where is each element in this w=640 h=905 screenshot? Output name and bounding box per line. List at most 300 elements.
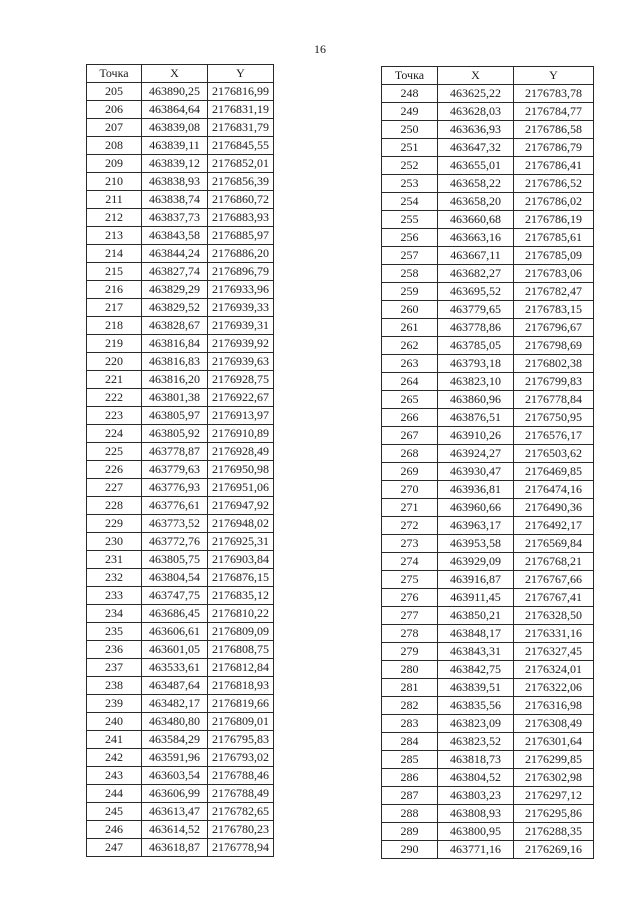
- point-number-cell: 240: [87, 713, 142, 731]
- point-number-cell: 217: [87, 299, 142, 317]
- x-coordinate-cell: 463803,23: [438, 787, 514, 805]
- header-y: Y: [514, 67, 594, 85]
- table-row: [87, 281, 274, 299]
- table-row: [382, 175, 594, 193]
- y-coordinate-cell: 2176928,49: [208, 443, 274, 461]
- y-coordinate-cell: 2176767,66: [514, 571, 594, 589]
- table-row: [382, 499, 594, 517]
- y-coordinate-cell: 2176576,17: [514, 427, 594, 445]
- table-row: [87, 677, 274, 695]
- y-coordinate-cell: 2176939,63: [208, 353, 274, 371]
- point-number-cell: 230: [87, 533, 142, 551]
- point-number-cell: 257: [382, 247, 438, 265]
- table-row: [87, 641, 274, 659]
- x-coordinate-cell: 463924,27: [438, 445, 514, 463]
- point-number-cell: 283: [382, 715, 438, 733]
- table-row: [87, 605, 274, 623]
- point-number-cell: 239: [87, 695, 142, 713]
- y-coordinate-cell: 2176785,61: [514, 229, 594, 247]
- point-number-cell: 277: [382, 607, 438, 625]
- coordinates-table-right: [381, 66, 594, 859]
- x-coordinate-cell: 463682,27: [438, 265, 514, 283]
- x-coordinate-cell: 463779,63: [142, 461, 208, 479]
- table-row: [382, 409, 594, 427]
- y-coordinate-cell: 2176783,15: [514, 301, 594, 319]
- table-row: [87, 155, 274, 173]
- x-coordinate-cell: 463804,54: [142, 569, 208, 587]
- point-number-cell: 263: [382, 355, 438, 373]
- table-row: [382, 679, 594, 697]
- y-coordinate-cell: 2176782,47: [514, 283, 594, 301]
- y-coordinate-cell: 2176786,41: [514, 157, 594, 175]
- x-coordinate-cell: 463747,75: [142, 587, 208, 605]
- table-row: [87, 569, 274, 587]
- y-coordinate-cell: 2176786,52: [514, 175, 594, 193]
- x-coordinate-cell: 463482,17: [142, 695, 208, 713]
- x-coordinate-cell: 463667,11: [438, 247, 514, 265]
- x-coordinate-cell: 463776,61: [142, 497, 208, 515]
- point-number-cell: 218: [87, 317, 142, 335]
- y-coordinate-cell: 2176812,84: [208, 659, 274, 677]
- table-row: [382, 283, 594, 301]
- point-number-cell: 251: [382, 139, 438, 157]
- y-coordinate-cell: 2176328,50: [514, 607, 594, 625]
- x-coordinate-cell: 463963,17: [438, 517, 514, 535]
- x-coordinate-cell: 463839,08: [142, 119, 208, 137]
- point-number-cell: 267: [382, 427, 438, 445]
- table-row: [382, 841, 594, 859]
- table-row: [382, 337, 594, 355]
- point-number-cell: 209: [87, 155, 142, 173]
- x-coordinate-cell: 463829,29: [142, 281, 208, 299]
- table-row: [87, 299, 274, 317]
- point-number-cell: 288: [382, 805, 438, 823]
- table-row: [382, 607, 594, 625]
- point-number-cell: 207: [87, 119, 142, 137]
- y-coordinate-cell: 2176295,86: [514, 805, 594, 823]
- x-coordinate-cell: 463848,17: [438, 625, 514, 643]
- table-header-row: [87, 65, 274, 83]
- x-coordinate-cell: 463818,73: [438, 751, 514, 769]
- x-coordinate-cell: 463844,24: [142, 245, 208, 263]
- x-coordinate-cell: 463773,52: [142, 515, 208, 533]
- y-coordinate-cell: 2176856,39: [208, 173, 274, 191]
- table-row: [382, 85, 594, 103]
- y-coordinate-cell: 2176269,16: [514, 841, 594, 859]
- y-coordinate-cell: 2176928,75: [208, 371, 274, 389]
- table-row: [382, 517, 594, 535]
- x-coordinate-cell: 463779,65: [438, 301, 514, 319]
- table-row: [87, 479, 274, 497]
- x-coordinate-cell: 463660,68: [438, 211, 514, 229]
- point-number-cell: 205: [87, 83, 142, 101]
- point-number-cell: 265: [382, 391, 438, 409]
- x-coordinate-cell: 463916,87: [438, 571, 514, 589]
- table-row: [87, 623, 274, 641]
- point-number-cell: 242: [87, 749, 142, 767]
- x-coordinate-cell: 463613,47: [142, 803, 208, 821]
- x-coordinate-cell: 463864,64: [142, 101, 208, 119]
- y-coordinate-cell: 2176322,06: [514, 679, 594, 697]
- table-row: [382, 733, 594, 751]
- x-coordinate-cell: 463823,52: [438, 733, 514, 751]
- y-coordinate-cell: 2176780,23: [208, 821, 274, 839]
- y-coordinate-cell: 2176885,97: [208, 227, 274, 245]
- table-row: [382, 481, 594, 499]
- point-number-cell: 211: [87, 191, 142, 209]
- y-coordinate-cell: 2176316,98: [514, 697, 594, 715]
- y-coordinate-cell: 2176831,19: [208, 101, 274, 119]
- point-number-cell: 264: [382, 373, 438, 391]
- x-coordinate-cell: 463625,22: [438, 85, 514, 103]
- x-coordinate-cell: 463584,29: [142, 731, 208, 749]
- x-coordinate-cell: 463838,74: [142, 191, 208, 209]
- y-coordinate-cell: 2176331,16: [514, 625, 594, 643]
- y-coordinate-cell: 2176750,95: [514, 409, 594, 427]
- point-number-cell: 261: [382, 319, 438, 337]
- point-number-cell: 243: [87, 767, 142, 785]
- table-row: [382, 589, 594, 607]
- table-row: [87, 227, 274, 245]
- y-coordinate-cell: 2176796,67: [514, 319, 594, 337]
- table-row: [87, 731, 274, 749]
- x-coordinate-cell: 463533,61: [142, 659, 208, 677]
- x-coordinate-cell: 463953,58: [438, 535, 514, 553]
- header-point: Точка: [382, 67, 438, 85]
- point-number-cell: 228: [87, 497, 142, 515]
- y-coordinate-cell: 2176778,84: [514, 391, 594, 409]
- y-coordinate-cell: 2176835,12: [208, 587, 274, 605]
- y-coordinate-cell: 2176883,93: [208, 209, 274, 227]
- table-row: [87, 713, 274, 731]
- y-coordinate-cell: 2176299,85: [514, 751, 594, 769]
- x-coordinate-cell: 463843,31: [438, 643, 514, 661]
- table-row: [87, 461, 274, 479]
- x-coordinate-cell: 463658,20: [438, 193, 514, 211]
- table-row: [87, 119, 274, 137]
- x-coordinate-cell: 463487,64: [142, 677, 208, 695]
- table-row: [382, 625, 594, 643]
- y-coordinate-cell: 2176816,99: [208, 83, 274, 101]
- y-coordinate-cell: 2176802,38: [514, 355, 594, 373]
- point-number-cell: 258: [382, 265, 438, 283]
- table-row: [87, 335, 274, 353]
- x-coordinate-cell: 463647,32: [438, 139, 514, 157]
- point-number-cell: 210: [87, 173, 142, 191]
- table-row: [87, 767, 274, 785]
- x-coordinate-cell: 463480,80: [142, 713, 208, 731]
- x-coordinate-cell: 463911,45: [438, 589, 514, 607]
- x-coordinate-cell: 463805,97: [142, 407, 208, 425]
- x-coordinate-cell: 463601,05: [142, 641, 208, 659]
- table-header-row: [382, 67, 594, 85]
- table-row: [382, 571, 594, 589]
- y-coordinate-cell: 2176490,36: [514, 499, 594, 517]
- x-coordinate-cell: 463930,47: [438, 463, 514, 481]
- x-coordinate-cell: 463960,66: [438, 499, 514, 517]
- point-number-cell: 231: [87, 551, 142, 569]
- x-coordinate-cell: 463628,03: [438, 103, 514, 121]
- point-number-cell: 272: [382, 517, 438, 535]
- table-row: [382, 391, 594, 409]
- y-coordinate-cell: 2176913,97: [208, 407, 274, 425]
- y-coordinate-cell: 2176569,84: [514, 535, 594, 553]
- point-number-cell: 223: [87, 407, 142, 425]
- x-coordinate-cell: 463843,58: [142, 227, 208, 245]
- table-row: [382, 139, 594, 157]
- table-row: [87, 695, 274, 713]
- y-coordinate-cell: 2176810,22: [208, 605, 274, 623]
- table-row: [382, 787, 594, 805]
- x-coordinate-cell: 463804,52: [438, 769, 514, 787]
- table-row: [382, 265, 594, 283]
- y-coordinate-cell: 2176786,19: [514, 211, 594, 229]
- y-coordinate-cell: 2176788,46: [208, 767, 274, 785]
- point-number-cell: 225: [87, 443, 142, 461]
- y-coordinate-cell: 2176925,31: [208, 533, 274, 551]
- point-number-cell: 249: [382, 103, 438, 121]
- x-coordinate-cell: 463663,16: [438, 229, 514, 247]
- y-coordinate-cell: 2176474,16: [514, 481, 594, 499]
- page-number: 16: [314, 42, 326, 56]
- x-coordinate-cell: 463842,75: [438, 661, 514, 679]
- header-x: X: [142, 65, 208, 83]
- point-number-cell: 268: [382, 445, 438, 463]
- table-row: [382, 247, 594, 265]
- point-number-cell: 216: [87, 281, 142, 299]
- table-row: [87, 173, 274, 191]
- y-coordinate-cell: 2176469,85: [514, 463, 594, 481]
- y-coordinate-cell: 2176784,77: [514, 103, 594, 121]
- x-coordinate-cell: 463603,54: [142, 767, 208, 785]
- point-number-cell: 278: [382, 625, 438, 643]
- x-coordinate-cell: 463778,87: [142, 443, 208, 461]
- table-row: [87, 551, 274, 569]
- point-number-cell: 273: [382, 535, 438, 553]
- point-number-cell: 274: [382, 553, 438, 571]
- x-coordinate-cell: 463618,87: [142, 839, 208, 857]
- point-number-cell: 262: [382, 337, 438, 355]
- point-number-cell: 229: [87, 515, 142, 533]
- x-coordinate-cell: 463837,73: [142, 209, 208, 227]
- table-row: [87, 587, 274, 605]
- point-number-cell: 248: [382, 85, 438, 103]
- header-x: X: [438, 67, 514, 85]
- point-number-cell: 227: [87, 479, 142, 497]
- point-number-cell: 253: [382, 175, 438, 193]
- point-number-cell: 236: [87, 641, 142, 659]
- coordinates-table-left: [86, 64, 274, 857]
- x-coordinate-cell: 463839,12: [142, 155, 208, 173]
- x-coordinate-cell: 463838,93: [142, 173, 208, 191]
- table-row: [382, 805, 594, 823]
- table-row: [87, 389, 274, 407]
- x-coordinate-cell: 463771,16: [438, 841, 514, 859]
- table-row: [87, 533, 274, 551]
- table-row: [382, 193, 594, 211]
- table-row: [87, 137, 274, 155]
- point-number-cell: 233: [87, 587, 142, 605]
- y-coordinate-cell: 2176768,21: [514, 553, 594, 571]
- x-coordinate-cell: 463860,96: [438, 391, 514, 409]
- table-row: [87, 83, 274, 101]
- point-number-cell: 287: [382, 787, 438, 805]
- y-coordinate-cell: 2176786,79: [514, 139, 594, 157]
- point-number-cell: 220: [87, 353, 142, 371]
- y-coordinate-cell: 2176798,69: [514, 337, 594, 355]
- table-row: [382, 823, 594, 841]
- y-coordinate-cell: 2176302,98: [514, 769, 594, 787]
- y-coordinate-cell: 2176786,58: [514, 121, 594, 139]
- x-coordinate-cell: 463785,05: [438, 337, 514, 355]
- y-coordinate-cell: 2176783,78: [514, 85, 594, 103]
- table-row: [382, 319, 594, 337]
- y-coordinate-cell: 2176799,83: [514, 373, 594, 391]
- point-number-cell: 271: [382, 499, 438, 517]
- x-coordinate-cell: 463816,20: [142, 371, 208, 389]
- x-coordinate-cell: 463695,52: [438, 283, 514, 301]
- point-number-cell: 241: [87, 731, 142, 749]
- point-number-cell: 279: [382, 643, 438, 661]
- y-coordinate-cell: 2176933,96: [208, 281, 274, 299]
- table-row: [87, 803, 274, 821]
- table-row: [382, 715, 594, 733]
- point-number-cell: 208: [87, 137, 142, 155]
- y-coordinate-cell: 2176876,15: [208, 569, 274, 587]
- y-coordinate-cell: 2176782,65: [208, 803, 274, 821]
- point-number-cell: 224: [87, 425, 142, 443]
- y-coordinate-cell: 2176948,02: [208, 515, 274, 533]
- x-coordinate-cell: 463910,26: [438, 427, 514, 445]
- table-row: [382, 121, 594, 139]
- table-row: [87, 209, 274, 227]
- table-row: [382, 427, 594, 445]
- table-row: [382, 211, 594, 229]
- table-row: [87, 371, 274, 389]
- point-number-cell: 222: [87, 389, 142, 407]
- y-coordinate-cell: 2176939,31: [208, 317, 274, 335]
- x-coordinate-cell: 463606,61: [142, 623, 208, 641]
- table-row: [382, 373, 594, 391]
- table-row: [87, 191, 274, 209]
- y-coordinate-cell: 2176939,33: [208, 299, 274, 317]
- point-number-cell: 289: [382, 823, 438, 841]
- x-coordinate-cell: 463800,95: [438, 823, 514, 841]
- point-number-cell: 286: [382, 769, 438, 787]
- table-row: [382, 535, 594, 553]
- point-number-cell: 256: [382, 229, 438, 247]
- x-coordinate-cell: 463850,21: [438, 607, 514, 625]
- point-number-cell: 245: [87, 803, 142, 821]
- header-point: Точка: [87, 65, 142, 83]
- point-number-cell: 213: [87, 227, 142, 245]
- x-coordinate-cell: 463614,52: [142, 821, 208, 839]
- point-number-cell: 269: [382, 463, 438, 481]
- table-row: [382, 553, 594, 571]
- point-number-cell: 215: [87, 263, 142, 281]
- y-coordinate-cell: 2176939,92: [208, 335, 274, 353]
- point-number-cell: 212: [87, 209, 142, 227]
- table-row: [87, 443, 274, 461]
- point-number-cell: 232: [87, 569, 142, 587]
- table-row: [87, 749, 274, 767]
- table-row: [87, 101, 274, 119]
- table-row: [87, 839, 274, 857]
- point-number-cell: 259: [382, 283, 438, 301]
- point-number-cell: 255: [382, 211, 438, 229]
- x-coordinate-cell: 463778,86: [438, 319, 514, 337]
- point-number-cell: 235: [87, 623, 142, 641]
- x-coordinate-cell: 463816,83: [142, 353, 208, 371]
- y-coordinate-cell: 2176786,02: [514, 193, 594, 211]
- y-coordinate-cell: 2176860,72: [208, 191, 274, 209]
- x-coordinate-cell: 463636,93: [438, 121, 514, 139]
- point-number-cell: 246: [87, 821, 142, 839]
- point-number-cell: 237: [87, 659, 142, 677]
- y-coordinate-cell: 2176896,79: [208, 263, 274, 281]
- table-row: [382, 229, 594, 247]
- y-coordinate-cell: 2176301,64: [514, 733, 594, 751]
- x-coordinate-cell: 463839,11: [142, 137, 208, 155]
- table-row: [382, 697, 594, 715]
- y-coordinate-cell: 2176503,62: [514, 445, 594, 463]
- x-coordinate-cell: 463606,99: [142, 785, 208, 803]
- y-coordinate-cell: 2176819,66: [208, 695, 274, 713]
- y-coordinate-cell: 2176783,06: [514, 265, 594, 283]
- point-number-cell: 284: [382, 733, 438, 751]
- y-coordinate-cell: 2176852,01: [208, 155, 274, 173]
- header-y: Y: [208, 65, 274, 83]
- x-coordinate-cell: 463823,09: [438, 715, 514, 733]
- y-coordinate-cell: 2176950,98: [208, 461, 274, 479]
- table-row: [87, 263, 274, 281]
- point-number-cell: 275: [382, 571, 438, 589]
- point-number-cell: 266: [382, 409, 438, 427]
- point-number-cell: 238: [87, 677, 142, 695]
- point-number-cell: 226: [87, 461, 142, 479]
- table-row: [382, 445, 594, 463]
- y-coordinate-cell: 2176818,93: [208, 677, 274, 695]
- point-number-cell: 290: [382, 841, 438, 859]
- point-number-cell: 280: [382, 661, 438, 679]
- y-coordinate-cell: 2176809,09: [208, 623, 274, 641]
- table-row: [87, 407, 274, 425]
- y-coordinate-cell: 2176795,83: [208, 731, 274, 749]
- point-number-cell: 247: [87, 839, 142, 857]
- x-coordinate-cell: 463828,67: [142, 317, 208, 335]
- table-row: [382, 103, 594, 121]
- x-coordinate-cell: 463686,45: [142, 605, 208, 623]
- table-row: [382, 769, 594, 787]
- table-row: [382, 643, 594, 661]
- y-coordinate-cell: 2176793,02: [208, 749, 274, 767]
- x-coordinate-cell: 463658,22: [438, 175, 514, 193]
- x-coordinate-cell: 463936,81: [438, 481, 514, 499]
- x-coordinate-cell: 463776,93: [142, 479, 208, 497]
- x-coordinate-cell: 463876,51: [438, 409, 514, 427]
- x-coordinate-cell: 463801,38: [142, 389, 208, 407]
- point-number-cell: 260: [382, 301, 438, 319]
- x-coordinate-cell: 463808,93: [438, 805, 514, 823]
- table-row: [87, 317, 274, 335]
- y-coordinate-cell: 2176785,09: [514, 247, 594, 265]
- table-row: [87, 515, 274, 533]
- y-coordinate-cell: 2176492,17: [514, 517, 594, 535]
- y-coordinate-cell: 2176327,45: [514, 643, 594, 661]
- y-coordinate-cell: 2176903,84: [208, 551, 274, 569]
- point-number-cell: 252: [382, 157, 438, 175]
- y-coordinate-cell: 2176809,01: [208, 713, 274, 731]
